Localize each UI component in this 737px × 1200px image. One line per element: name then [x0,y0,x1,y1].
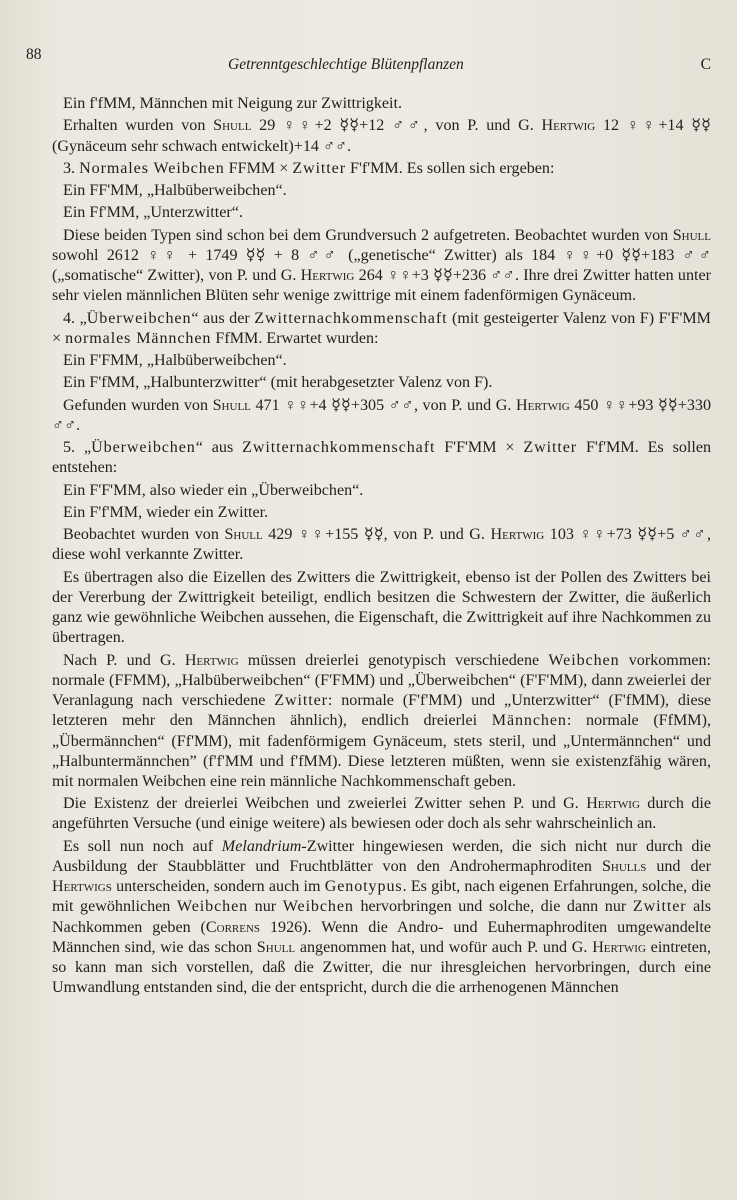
page-number: 88 [26,46,42,63]
paragraph: Ein F'fMM, „Halbunterzwitter“ (mit herabgesetzter Valenz von F). [63,374,493,392]
body-text [52,94,711,998]
paragraph: Ein FF'MM, „Halbüberweibchen“. [63,182,287,200]
paragraph: Beobachtet wurden von Shull 429 ♀♀+155 ☿☿, von P. und G. Hertwig 103 ♀♀+73 ☿☿+5 ♂♂, diese wohl verkannte Zwitter. [52,526,711,564]
paragraph: Ein Ff'MM, „Unterzwitter“. [63,204,243,222]
paragraph: Diese beiden Typen sind schon bei dem Grundversuch 2 aufgetreten. Beobachtet wurden von Shull sowohl 2612 ♀♀ + 1749 ☿☿ + 8 ♂♂ („genetische“ Zwitter) als 184 ♀♀+0 ☿☿+183 ♂♂ („somatische“ Zwitter), von P. und G. Hertwig 264 ♀♀+3 ☿☿+236 ♂♂. Ihre drei Zwitter hatten unter sehr vielen männlichen Blüten sehr wenige zwittrige mit einem fadenförmigen Gynäceum. [52,226,711,305]
paragraph: Ein F'f'MM, wieder ein Zwitter. [63,503,269,521]
paragraph: 3. Normales Weibchen FFMM × Zwitter F'f'MM. Es sollen sich ergeben: [63,159,555,177]
paragraph: Es übertragen also die Eizellen des Zwitters die Zwittrigkeit, ebenso ist der Pollen des Zwitters bei der Vererbung der Zwittrigkeit beteiligt, endlich besitzen die Schwestern der Zwitter, die äußerlich ganz wie gewöhnliche Weibchen aussehen, die Eigenschaft, die Zwittrigkeit auf ihre Nachkommen zu übertragen. [52,568,711,647]
paragraph: Nach P. und G. Hertwig müssen dreierlei genotypisch verschiedene Weibchen vorkommen: normale (FFMM), „Halbüberweibchen“ (F'FMM) und „Überweibchen“ (F'F'MM), dann zweierlei der Veranlagung nach verschiedene Zwitter: normale (F'f'MM) und „Unterzwitter“ (F'fMM), diese letzteren mehr den Männchen ähnlich), endlich dreierlei Männchen: normale (FfMM), „Übermännchen“ (Ff'MM), mit fadenförmigem Gynäceum, stets steril, und „Untermännchen“ und „Halbuntermännchen” (f'f'MM und f'fMM). Diese letzteren müßten, wenn sie existenzfähig wären, mit normalen Weibchen eine rein männliche Nachkommenschaft geben. [52,651,712,790]
running-title: Getrenntgeschlechtige Blütenpflanzen [228,56,464,73]
paragraph: Ein f'fMM, Männchen mit Neigung zur Zwittrigkeit. [63,95,403,112]
page-header [26,42,711,73]
section-letter: C [700,56,711,73]
paragraph: Gefunden wurden von Shull 471 ♀♀+4 ☿☿+305 ♂♂, von P. und G. Hertwig 450 ♀♀+93 ☿☿+330 ♂♂. [52,396,712,434]
paragraph: 5. „Überweibchen“ aus Zwitternachkommenschaft F'F'MM × Zwitter F'f'MM. Es sollen entstehen: [52,439,712,477]
paragraph: Ein F'FMM, „Halbüberweibchen“. [63,352,287,370]
paragraph: Es soll nun noch auf Melandrium-Zwitter hingewiesen werden, die sich nicht nur durch die Ausbildung der Staubblätter und Fruchtblätter von den Androhermaphroditen Shulls und der Hertwigs unterscheiden, sondern auch im Genotypus. Es gibt, nach eigenen Erfahrungen, solche, die mit gewöhnlichen Weibchen nur Weibchen hervorbringen und solche, die dann nur Zwitter als Nachkommen geben (Correns 1926). Wenn die Andro- und Euhermaphroditen umgewandelte Männchen sind, wie das schon Shull angenommen hat, und wofür auch P. und G. Hertwig eintreten, so kann man sich vorstellen, daß die Zwitter, die nur ihresgleichen hervorbringen, durch eine Umwandlung entstanden sind, die der entspricht, durch die die arrhenogenen Männchen [52,837,712,997]
paragraph: Ein F'F'MM, also wieder ein „Überweibchen“. [63,481,364,499]
paragraph: 4. „Überweibchen“ aus der Zwitternachkommenschaft (mit gesteigerter Valenz von F) F'F'MM × normales Männchen FfMM. Erwartet wurden: [52,309,711,347]
paragraph: Erhalten wurden von Shull 29 ♀♀+2 ☿☿+12 ♂♂, von P. und G. Hertwig 12 ♀♀+14 ☿☿ (Gynäceum sehr schwach entwickelt)+14 ♂♂. [52,117,711,155]
paragraph: Die Existenz der dreierlei Weibchen und zweierlei Zwitter sehen P. und G. Hertwig durch die angeführten Versuche (und einige weitere) als bewiesen oder doch als sehr wahrscheinlich an. [52,795,711,833]
